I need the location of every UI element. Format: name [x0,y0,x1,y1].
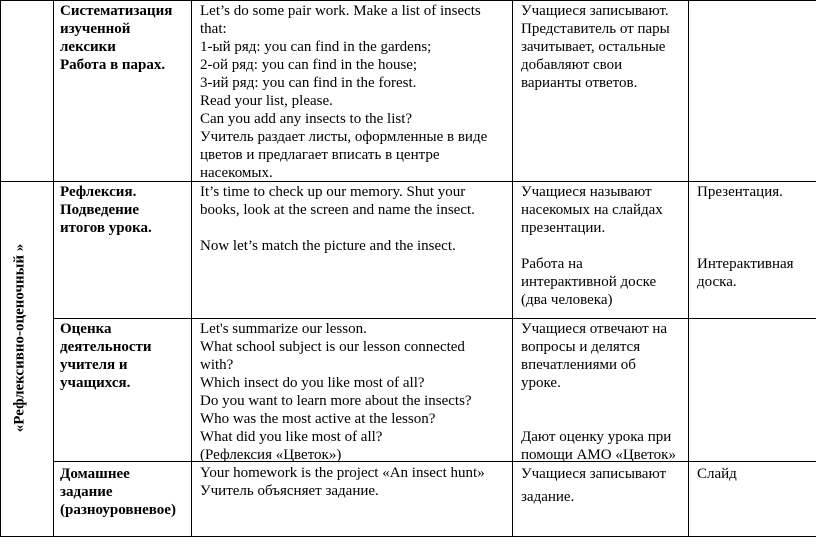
stage-vertical-label: «Рефлексивно-оценочный » [11,243,28,432]
table-border-left [0,0,1,537]
student-activity-cell: Учащиеся отвечают на вопросы и делятся впечатлениями об уроке. Дают оценку урока при помощи АМО «Цветок» [521,321,676,463]
column-divider [512,0,513,537]
student-activity-cell: Учащиеся записывают. Представитель от пары зачитывает, остальные добавляют свои варианты ответов. [521,3,670,91]
table-border-top [0,0,816,1]
column-divider [191,0,192,537]
row-divider [53,318,816,319]
resources-cell: Слайд [697,466,737,482]
teacher-activity-cell: Your homework is the project «An insect hunt» Учитель объясняет задание. [200,465,485,499]
student-activity-cell: Учащиеся записывают задание. [521,466,667,505]
resources-cell: Презентация. Интерактивная доска. [697,184,794,290]
stage-cell: Домашнее задание (разноуровневое) [60,466,176,518]
teacher-activity-cell: Let’s do some pair work. Make a list of insects that: 1-ый ряд: you can find in the gardens; 2-ой ряд: you can find in the house; 3-ий ряд: you can find in the forest. Read your list, please. Can you add any insects to the list? Учитель раздает листы, оформленные в виде цветов и предлагает вписать в центре насекомых. [200,3,488,181]
teacher-activity-cell: Let's summarize our lesson. What school subject is our lesson connected with? Which insect do you like most of all? Do you want to learn more about the insects? Who was the most active at the lesson? What did you like most of all? (Рефлексия «Цветок») [200,321,472,463]
table-border-bottom [0,536,816,537]
stage-cell: Систематизация изученной лексики Работа в парах. [60,3,173,73]
column-divider [688,0,689,537]
stage-cell: Оценка деятельности учителя и учащихся. [60,321,152,391]
student-activity-cell: Учащиеся называют насекомых на слайдах презентации. Работа на интерактивной доске (два человека) [521,184,663,308]
teacher-activity-cell: It’s time to check up our memory. Shut your books, look at the screen and name the insect. Now let’s match the picture and the insect. [200,184,475,254]
column-divider [53,0,54,537]
stage-cell: Рефлексия. Подведение итогов урока. [60,184,152,236]
